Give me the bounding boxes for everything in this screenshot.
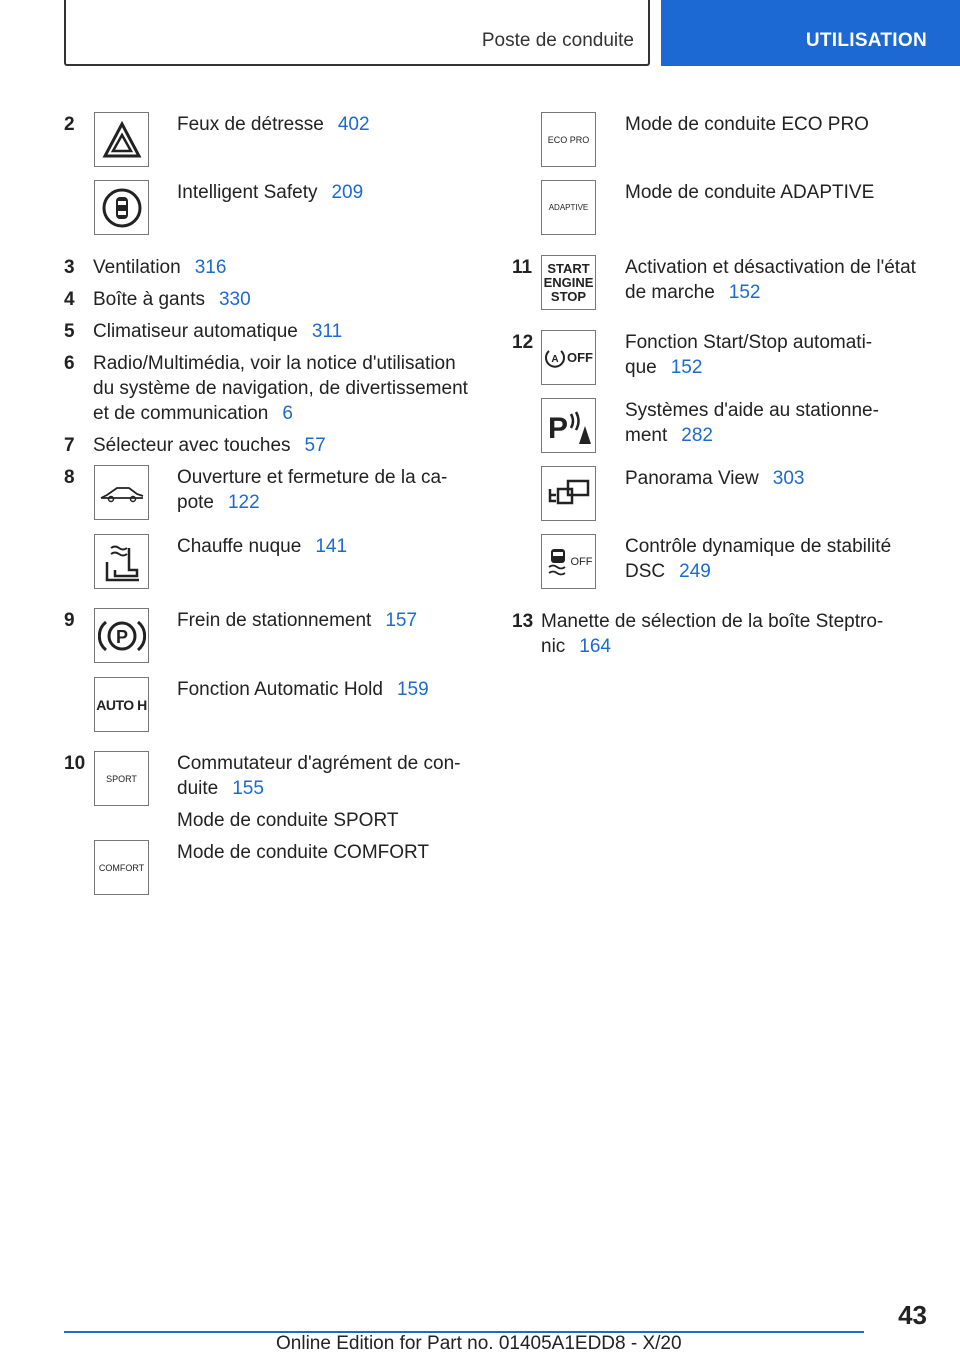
comfort-mode-icon: COMFORT: [94, 840, 149, 895]
header-chapter-tab: [661, 0, 960, 66]
page-link[interactable]: 282: [681, 425, 713, 446]
item-number: 10: [64, 753, 86, 774]
entry-automatic-hold: Fonction Automatic Hold 159: [177, 679, 429, 700]
page-link[interactable]: 316: [194, 257, 227, 278]
entry-driving-experience-switch: Commutateur d'agrément de con- duite 155: [177, 753, 461, 799]
item-number: 6: [64, 353, 75, 374]
page-number: 43: [898, 1300, 927, 1330]
entry-intelligent-safety: Intelligent Safety 209: [177, 182, 364, 203]
header-chapter-title: UTILISATION: [805, 30, 927, 51]
sport-mode-icon: SPORT: [94, 751, 149, 806]
item-number: 11: [512, 257, 533, 278]
entry-selector-buttons: Sélecteur avec touches 57: [93, 435, 326, 456]
svg-text:P: P: [547, 411, 568, 445]
page-link[interactable]: 249: [679, 561, 711, 582]
page-link[interactable]: 57: [304, 435, 326, 456]
entry-neck-heater: Chauffe nuque 141: [177, 536, 348, 557]
item-number: 3: [64, 257, 75, 278]
item-number: 4: [64, 289, 75, 310]
page-link[interactable]: 164: [579, 636, 611, 657]
page-link[interactable]: 159: [396, 679, 429, 700]
item-number: 12: [512, 332, 534, 353]
convertible-top-icon: [94, 465, 149, 520]
auto-hold-icon: AUTO H: [94, 677, 149, 732]
header-section-title: Poste de conduite: [481, 30, 634, 51]
page-link[interactable]: 141: [315, 536, 348, 557]
parking-assist-icon: [541, 398, 596, 453]
page-link[interactable]: 209: [331, 182, 364, 203]
header-section-tab: [64, 0, 650, 66]
entry-dsc: Contrôle dynamique de stabilité DSC 249: [625, 536, 892, 582]
entry-sport-mode: Mode de conduite SPORT: [177, 810, 399, 831]
page-link[interactable]: 330: [218, 289, 251, 310]
page-link[interactable]: 152: [728, 282, 761, 303]
hazard-warning-icon: [94, 112, 149, 167]
neck-heater-icon: [94, 534, 149, 589]
entry-steptronic-selector: Manette de sélection de la boîte Steptro- nic 164: [541, 611, 884, 657]
entry-comfort-mode: Mode de conduite COMFORT: [177, 842, 430, 863]
page-link[interactable]: 311: [311, 321, 343, 342]
entry-convertible-top: Ouverture et fermeture de la ca- pote 122: [177, 467, 448, 513]
svg-text:P: P: [115, 626, 128, 647]
entry-eco-pro-mode: Mode de conduite ECO PRO: [625, 114, 869, 135]
auto-start-stop-off-icon: A OFF: [541, 330, 596, 385]
entry-climate-control: Climatiseur automatique 311: [93, 321, 343, 342]
entry-ventilation: Ventilation 316: [93, 257, 227, 278]
entry-auto-start-stop: Fonction Start/Stop automati- que 152: [625, 332, 873, 378]
item-number: 13: [512, 611, 534, 632]
adaptive-mode-icon: ADAPTIVE: [541, 180, 596, 235]
entry-hazard-lights: Feux de détresse 402: [177, 114, 370, 135]
parking-brake-icon: [94, 608, 149, 663]
item-number: 2: [64, 114, 75, 135]
entry-radio-multimedia: Radio/Multimédia, voir la notice d'utilisation du système de navigation, de divertissement et de communication 6: [93, 353, 468, 424]
entry-adaptive-mode: Mode de conduite ADAPTIVE: [625, 182, 875, 203]
entry-panorama-view: Panorama View 303: [625, 468, 805, 489]
page-link[interactable]: 157: [385, 610, 418, 631]
item-number: 7: [64, 435, 75, 456]
entry-parking-brake: Frein de stationnement 157: [177, 610, 418, 631]
page-link[interactable]: 122: [227, 492, 260, 513]
page-link[interactable]: 402: [337, 114, 370, 135]
dsc-off-icon: OFF: [541, 534, 596, 589]
page-link[interactable]: 152: [670, 357, 703, 378]
item-number: 9: [64, 610, 75, 631]
footer-edition: Online Edition for Part no. 01405A1EDD8 - X/20: [276, 1333, 682, 1354]
entry-glove-box: Boîte à gants 330: [93, 289, 251, 310]
page-link[interactable]: 155: [232, 778, 264, 799]
item-number: 5: [64, 321, 75, 342]
eco-pro-mode-icon: ECO PRO: [541, 112, 596, 167]
start-engine-stop-icon: START ENGINE STOP: [541, 255, 596, 310]
entry-start-engine-stop: Activation et désactivation de l'état de marche 152: [625, 257, 916, 303]
item-number: 8: [64, 467, 75, 488]
intelligent-safety-icon: [94, 180, 149, 235]
panorama-view-icon: [541, 466, 596, 521]
page-link[interactable]: 6: [282, 403, 293, 424]
entry-parking-assist: Systèmes d'aide au stationne- ment 282: [625, 400, 879, 446]
page-link[interactable]: 303: [772, 468, 805, 489]
svg-text:A: A: [551, 353, 559, 365]
